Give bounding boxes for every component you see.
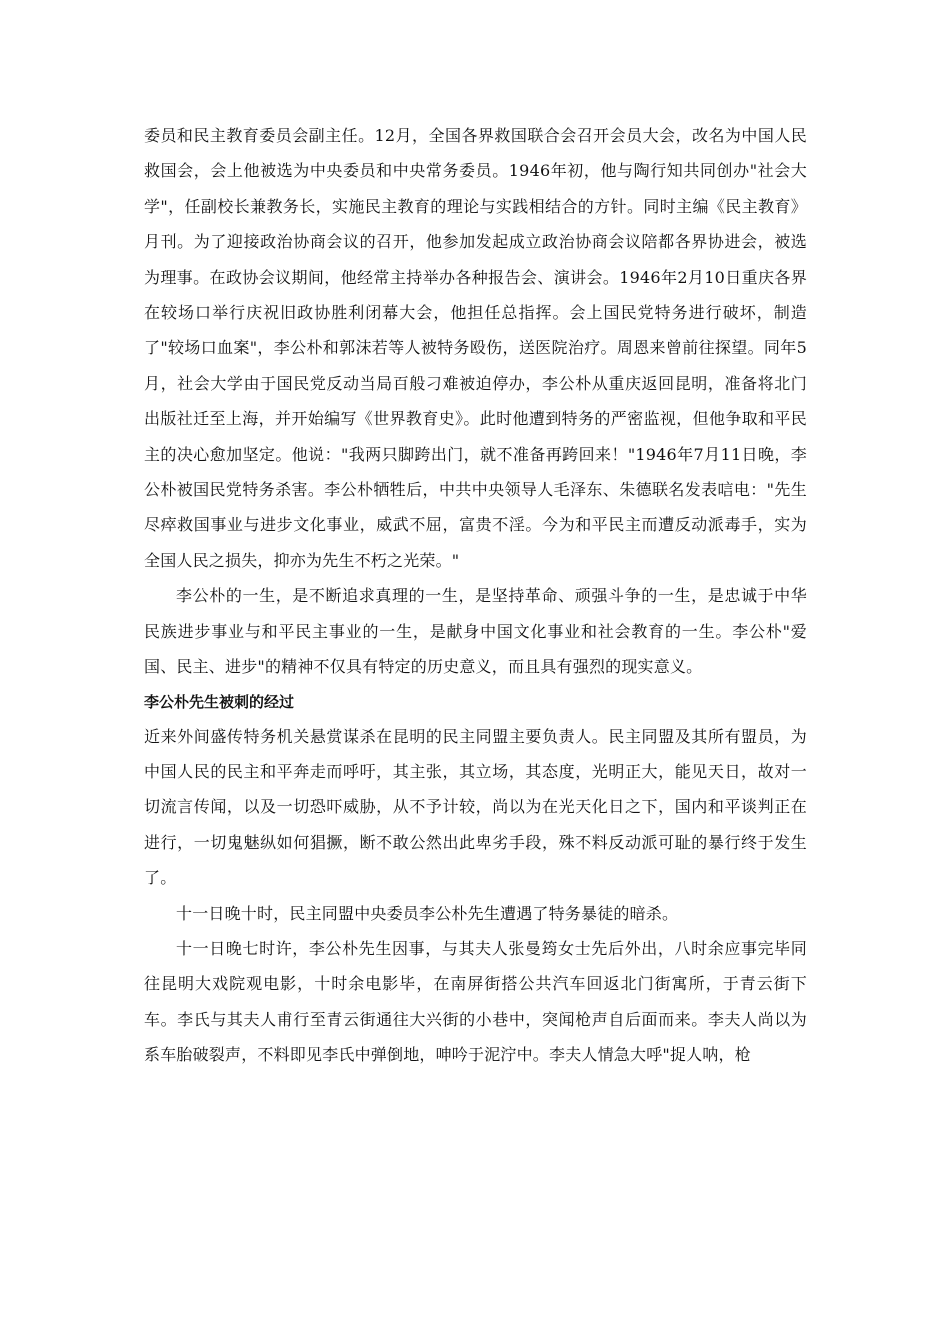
section-heading: 李公朴先生被刺的经过	[144, 692, 295, 711]
body-paragraph-assassination: 十一日晚十时，民主同盟中央委员李公朴先生遭遇了特务暴徒的暗杀。	[176, 903, 679, 923]
body-paragraph-continued: 委员和民主教育委员会副主任。12月，全国各界救国联合会召开会员大会，改名为中国人民救国会，会上他被选为中央委员和中央常务委员。1946年初，他与陶行知共同创办"社会大学"，任副校长兼教务长，实施民主教育的理论与实践相结合的方针。同时主编《民主教育》月刊。为了迎接政治协商会议的召开，他参加发起成立政治协商会议陪都各界协进会，被选为理事。在政协会议期间，他经常主持举办各种报告会、演讲会。1946年2月10日重庆各界在较场口举行庆祝旧政协胜利闭幕大会，他担任总指挥。会上国民党特务进行破坏，制造了"较场口血案"，李公朴和郭沫若等人被特务殴伤，送医院治疗。周恩来曾前往探望。同年5月，社会大学由于国民党反动当局百般刁难被迫停办，李公朴从重庆返回昆明，准备将北门出版社迁至上海，并开始编写《世界教育史》。此时他遭到特务的严密监视，但他争取和平民主的决心愈加坚定。他说："我两只脚跨出门，就不准备再跨回来！"1946年7月11日晚，李公朴被国民党特务杀害。李公朴牺牲后，中共中央领导人毛泽东、朱德联名发表唁电："先生尽瘁救国事业与进步文化事业，威武不屈，富贵不淫。今为和平民主而遭反动派毒手，实为全国人民之损失，抑亦为先生不朽之光荣。"	[144, 126, 807, 570]
document-body	[144, 118, 807, 1073]
body-paragraph-summary: 李公朴的一生，是不断追求真理的一生，是坚持革命、顽强斗争的一生，是忠诚于中华民族进步事业与和平民主事业的一生，是献身中国文化事业和社会教育的一生。李公朴"爱国、民主、进步"的精神不仅具有特定的历史意义，而且具有强烈的现实意义。	[144, 586, 807, 677]
body-paragraph-account: 十一日晚七时许，李公朴先生因事，与其夫人张曼筠女士先后外出，八时余应事完毕同往昆明大戏院观电影，十时余电影毕，在南屏街搭公共汽车回返北门街寓所，于青云街下车。李氏与其夫人甫行至青云街通往大兴街的小巷中，突闻枪声自后面而来。李夫人尚以为系车胎破裂声，不料即见李氏中弹倒地，呻吟于泥泞中。李夫人情急大呼"捉人呐，枪	[144, 938, 807, 1065]
body-paragraph-rumors: 近来外间盛传特务机关悬赏谋杀在昆明的民主同盟主要负责人。民主同盟及其所有盟员，为中国人民的民主和平奔走而呼吁，其主张，其立场，其态度，光明正大，能见天日，故对一切流言传闻，以及一切恐吓威胁，从不予计较，尚以为在光天化日之下，国内和平谈判正在进行，一切鬼魅纵如何猖撅，断不敢公然出此卑劣手段，殊不料反动派可耻的暴行终于发生了。	[144, 726, 807, 888]
